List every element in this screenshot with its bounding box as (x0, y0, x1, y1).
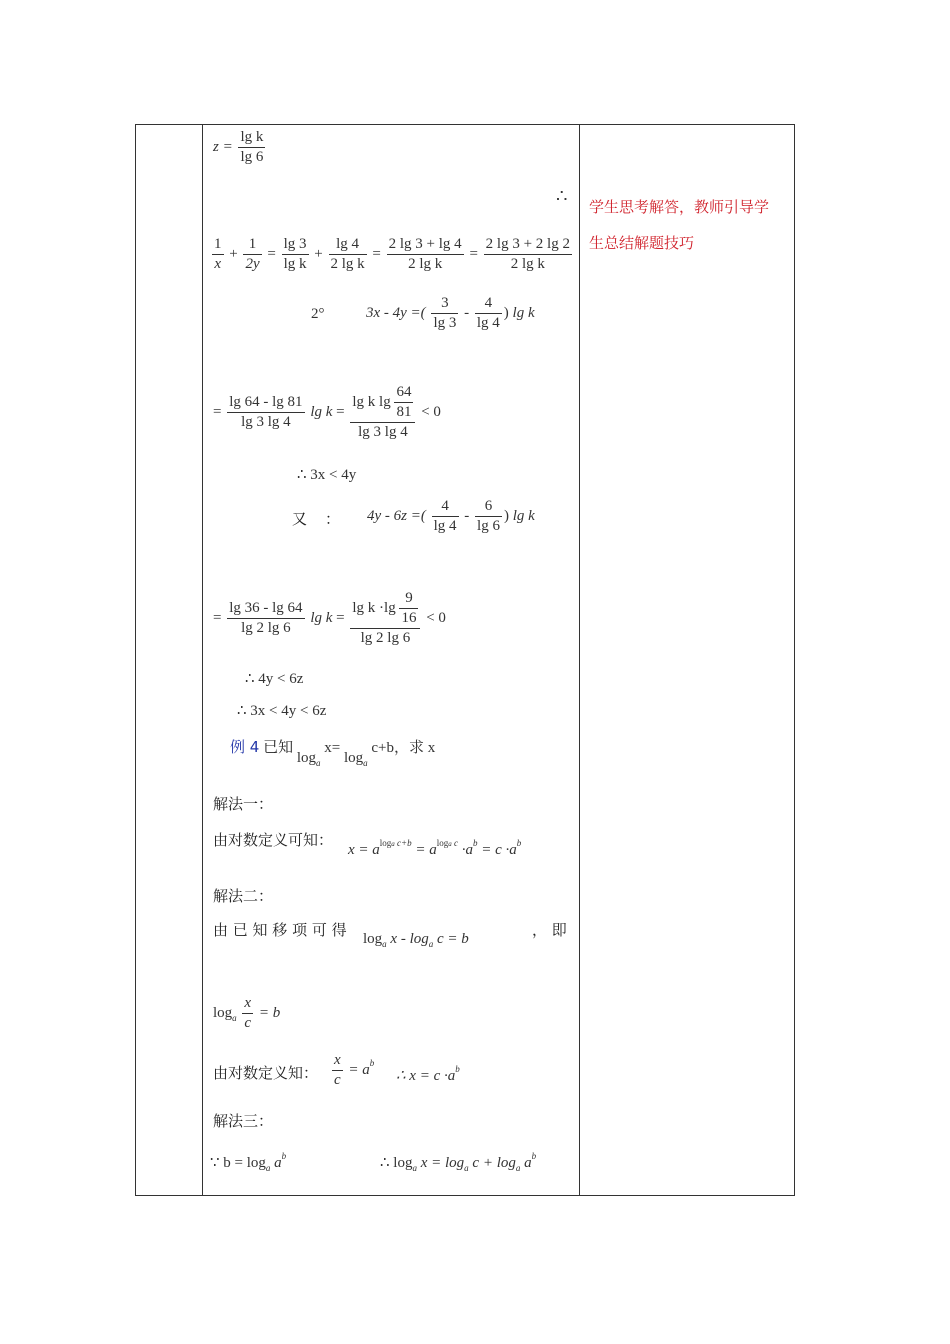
method-1-text: 由对数定义可知： (213, 831, 334, 849)
therefore-symbol: ∴ (556, 186, 568, 206)
method-2-eq: $\log_a x - \log_a c = b$ (363, 931, 469, 949)
teacher-note-line1: 学生思考解答，教师引导学 (589, 198, 770, 216)
method-3-title: 解法三： (213, 1112, 274, 1130)
example-4: 例 4 已知 $\log_a x= \log_a c+b$，求 x (230, 738, 436, 768)
eq-line-2: = $\frac{\lg 36 - \lg 64}{\lg 2 \lg 6}$ lg k = lg k ·lg $\frac{9}{16}$ lg 2 lg 6 < 0 (213, 590, 446, 646)
eq-4y-6z: 4y - 6z =( $\frac{4}{\lg 4}$ - $\frac{6}{\lg 6}$ ) lg k (367, 498, 535, 534)
method-2-frac-eq: $\log_a$ $\frac{x}{c}$ = b (213, 995, 281, 1031)
method-2-title: 解法二： (213, 887, 274, 905)
result-chain: ∴ 3x < 4y < 6z (237, 703, 327, 719)
eq-line-1: = $\frac{\lg 64 - \lg 81}{\lg 3 \lg 4}$ lg k = lg k lg $\frac{64}{81}$ lg 3 lg 4 < 0 (213, 384, 441, 440)
label-colon: ： (325, 510, 341, 528)
method-2-ji: ， 即 (532, 921, 567, 939)
eq-sum-reciprocals: $\frac{1}{x}$ + $\frac{1}{2y}$ = $\frac{\lg 3}{\text{lg k}}$ + $\frac{\lg 4}{\text{2 lg k}}$ = $\frac{2 \lg 3 + \lg 4}{\text{2 lg k}}$ = $\frac{2 \lg 3 + 2 \lg 2}{\text{2 lg k}}$ (214, 236, 570, 272)
teacher-note-line2: 生总结解题技巧 (589, 234, 695, 252)
method-2-def: 由对数定义知： (213, 1064, 319, 1082)
step-2-label: 2° (311, 306, 325, 322)
result-3x-lt-4y: ∴ 3x < 4y (297, 467, 357, 483)
lesson-table (135, 124, 795, 1196)
eq-3x-4y: 3x - 4y =( $\frac{3}{\lg 3}$ - $\frac{4}{\lg 4}$ ) lg k (366, 295, 535, 331)
method-2-text: 由 已 知 移 项 可 得 (213, 921, 347, 939)
method-3-thus: ∴ $\log_a x = \log_a c + \log_a a^b$ (380, 1151, 537, 1173)
label-you: 又 (292, 510, 308, 528)
column-divider-right (579, 125, 580, 1195)
column-divider-left (202, 125, 203, 1195)
method-3-because: ∵ $b = \log_a a^b$ (210, 1151, 287, 1173)
method-2-def-eq: $\frac{x}{c}$ = $a^b$ (334, 1052, 375, 1088)
method-1-title: 解法一： (213, 795, 274, 813)
method-1-eq: $x = a^{loga c+b} = a^{loga c} \cdot a^b = c \cdot a^b$ (348, 838, 522, 858)
result-4y-lt-6z: ∴ 4y < 6z (245, 671, 304, 687)
eq-z: z = $\frac{\text{lg k}}{\lg 6}$ (213, 129, 264, 165)
method-2-result: ∴ $x = c \cdot a^b$ (396, 1064, 460, 1084)
